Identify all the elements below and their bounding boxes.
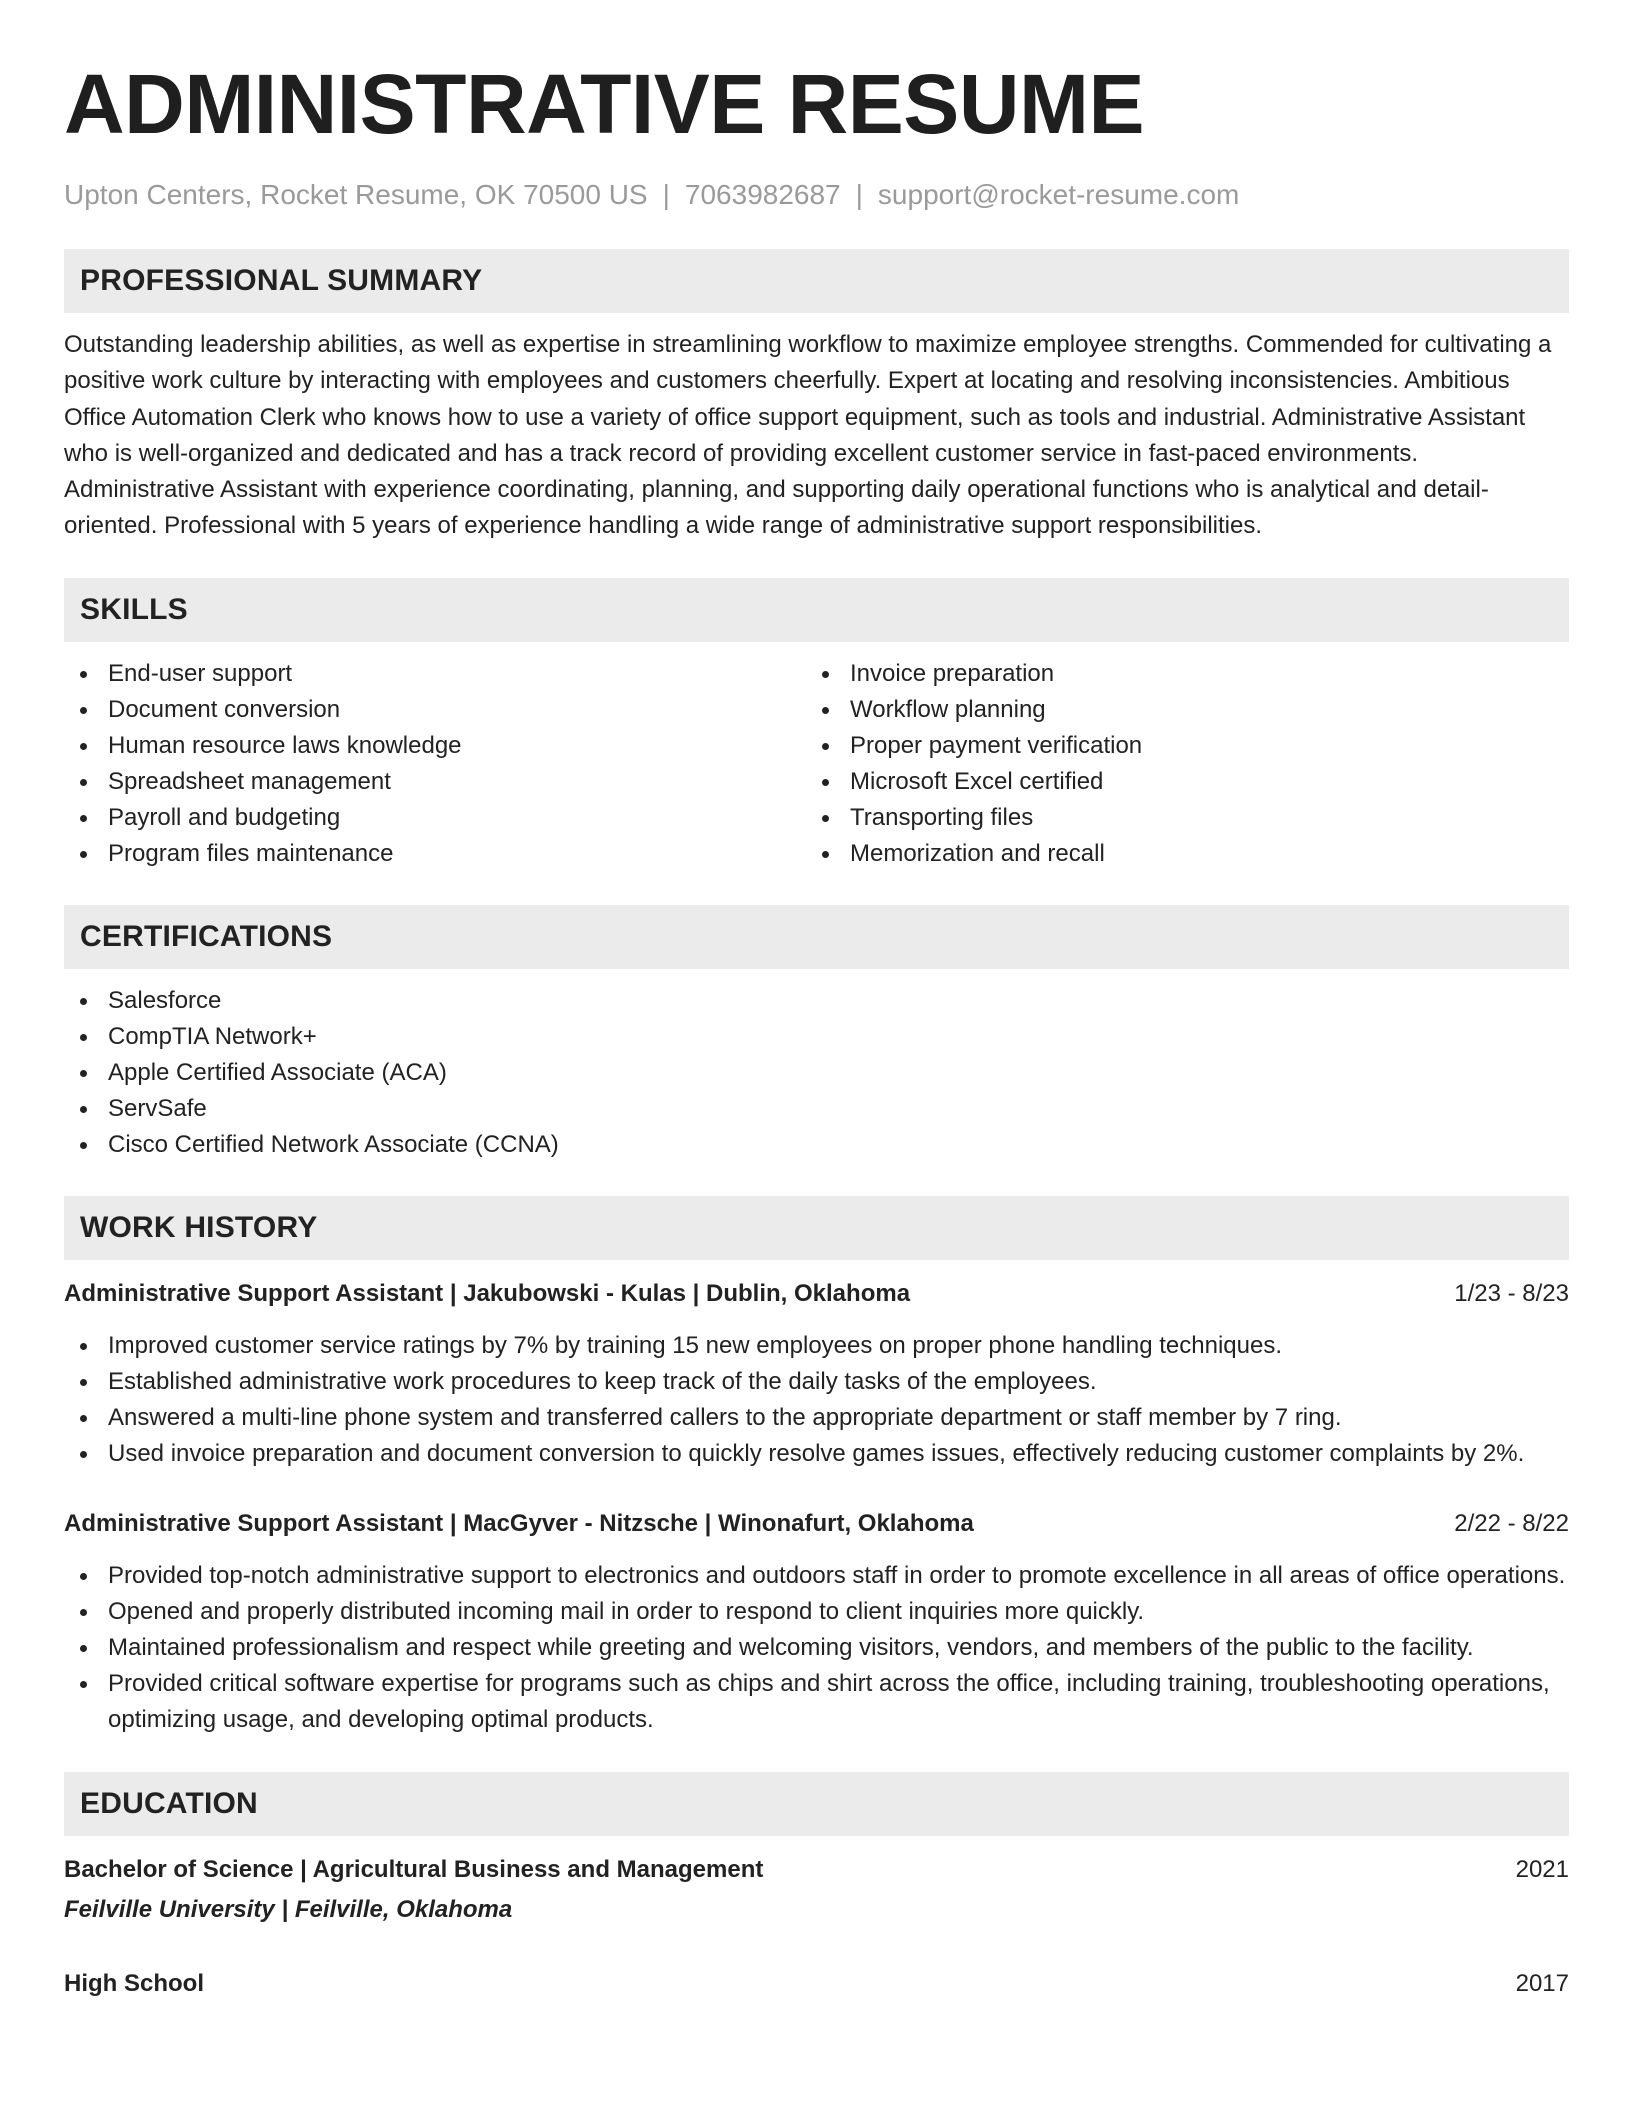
education-year: 2021 bbox=[1515, 1855, 1569, 1883]
section-header-work-history: WORK HISTORY bbox=[64, 1196, 1569, 1260]
contact-line bbox=[64, 178, 1569, 212]
job-bullet: Opened and properly distributed incoming mail in order to respond to client inquiries more quickly. bbox=[64, 1594, 1569, 1630]
certifications-section bbox=[64, 905, 1569, 1163]
job-bullet: Answered a multi-line phone system and transferred callers to the appropriate department or staff member by 7 ring. bbox=[64, 1400, 1569, 1436]
contact-separator: | bbox=[662, 179, 670, 210]
summary-section bbox=[64, 249, 1569, 545]
job-bullet: Improved customer service ratings by 7% by training 15 new employees on proper phone handling techniques. bbox=[64, 1328, 1569, 1364]
job-bullet: Maintained professionalism and respect while greeting and welcoming visitors, vendors, and members of the public to the facility. bbox=[64, 1630, 1569, 1666]
job-bullet: Provided top-notch administrative support to electronics and outdoors staff in order to promote excellence in all areas of office operations. bbox=[64, 1558, 1569, 1594]
education-heading-row bbox=[64, 1966, 1569, 2002]
skill-item: Payroll and budgeting bbox=[64, 800, 806, 836]
certification-item: ServSafe bbox=[64, 1091, 1569, 1127]
job-dates: 2/22 - 8/22 bbox=[1454, 1509, 1569, 1537]
skill-item: Program files maintenance bbox=[64, 836, 806, 872]
job-bullet: Used invoice preparation and document conversion to quickly resolve games issues, effectively reducing customer complaints by 2%. bbox=[64, 1436, 1569, 1472]
skill-item: End-user support bbox=[64, 656, 806, 692]
skill-item: Proper payment verification bbox=[806, 728, 1569, 764]
job-heading-row bbox=[64, 1276, 1569, 1312]
job-heading: Administrative Support Assistant | MacGyver - Nitzsche | Winonafurt, Oklahoma bbox=[64, 1509, 974, 1537]
certifications-list bbox=[64, 983, 1569, 1163]
skill-item: Spreadsheet management bbox=[64, 764, 806, 800]
summary-text: Outstanding leadership abilities, as well as expertise in streamlining workflow to maximize employee strengths. Commended for cultivating a positive work culture by interacting with employees and customers cheerfully. Expert at locating and resolving inconsistencies. Ambitious Office Automation Clerk who knows how to use a variety of office support equipment, such as tools and industrial. Administrative Assistant who is well-organized and dedicated and has a track record of providing excellent customer service in fast-paced environments. Administrative Assistant with experience coordinating, planning, and supporting daily operational functions who is analytical and detail-oriented. Professional with 5 years of experience handling a wide range of administrative support responsibilities. bbox=[64, 331, 1552, 540]
section-header-education: EDUCATION bbox=[64, 1772, 1569, 1836]
skill-item: Transporting files bbox=[806, 800, 1569, 836]
skill-item: Invoice preparation bbox=[806, 656, 1569, 692]
job-entry bbox=[64, 1506, 1569, 1738]
education-heading-row bbox=[64, 1852, 1569, 1888]
skills-column-left bbox=[64, 656, 806, 872]
job-bullets bbox=[64, 1558, 1569, 1738]
job-bullet: Provided critical software expertise for programs such as chips and shirt across the office, including training, troubleshooting operations, optimizing usage, and developing optimal products. bbox=[64, 1666, 1569, 1738]
job-heading-row bbox=[64, 1506, 1569, 1542]
skill-item: Workflow planning bbox=[806, 692, 1569, 728]
skill-item: Human resource laws knowledge bbox=[64, 728, 806, 764]
job-heading: Administrative Support Assistant | Jakubowski - Kulas | Dublin, Oklahoma bbox=[64, 1279, 911, 1307]
contact-address: Upton Centers, Rocket Resume, OK 70500 US bbox=[64, 179, 648, 210]
skill-item: Document conversion bbox=[64, 692, 806, 728]
job-bullets bbox=[64, 1328, 1569, 1472]
skill-item: Memorization and recall bbox=[806, 836, 1569, 872]
skills-column-right bbox=[806, 656, 1569, 872]
education-entry bbox=[64, 1966, 1569, 2002]
contact-separator: | bbox=[855, 179, 863, 210]
education-year: 2017 bbox=[1515, 1969, 1569, 1997]
job-entry bbox=[64, 1276, 1569, 1472]
certification-item: Apple Certified Associate (ACA) bbox=[64, 1055, 1569, 1091]
skill-item: Microsoft Excel certified bbox=[806, 764, 1569, 800]
certification-item: CompTIA Network+ bbox=[64, 1019, 1569, 1055]
section-header-certifications: CERTIFICATIONS bbox=[64, 905, 1569, 969]
skills-section bbox=[64, 578, 1569, 872]
contact-email[interactable]: support@rocket-resume.com bbox=[877, 179, 1240, 210]
section-header-summary: PROFESSIONAL SUMMARY bbox=[64, 249, 1569, 313]
skills-grid bbox=[64, 656, 1569, 872]
job-dates: 1/23 - 8/23 bbox=[1454, 1279, 1569, 1307]
education-entry bbox=[64, 1852, 1569, 1928]
work-history-section bbox=[64, 1196, 1569, 1738]
education-degree: Bachelor of Science | Agricultural Business and Management bbox=[64, 1855, 764, 1883]
contact-phone: 7063982687 bbox=[684, 179, 841, 210]
education-section bbox=[64, 1772, 1569, 2002]
education-school: Feilville University | Feilville, Oklahoma bbox=[64, 1895, 513, 1923]
certification-item: Cisco Certified Network Associate (CCNA) bbox=[64, 1127, 1569, 1163]
resume-title: ADMINISTRATIVE RESUME bbox=[64, 57, 1144, 151]
certification-item: Salesforce bbox=[64, 983, 1569, 1019]
job-bullet: Established administrative work procedures to keep track of the daily tasks of the employees. bbox=[64, 1364, 1569, 1400]
section-header-skills: SKILLS bbox=[64, 578, 1569, 642]
education-degree: High School bbox=[64, 1969, 204, 1997]
